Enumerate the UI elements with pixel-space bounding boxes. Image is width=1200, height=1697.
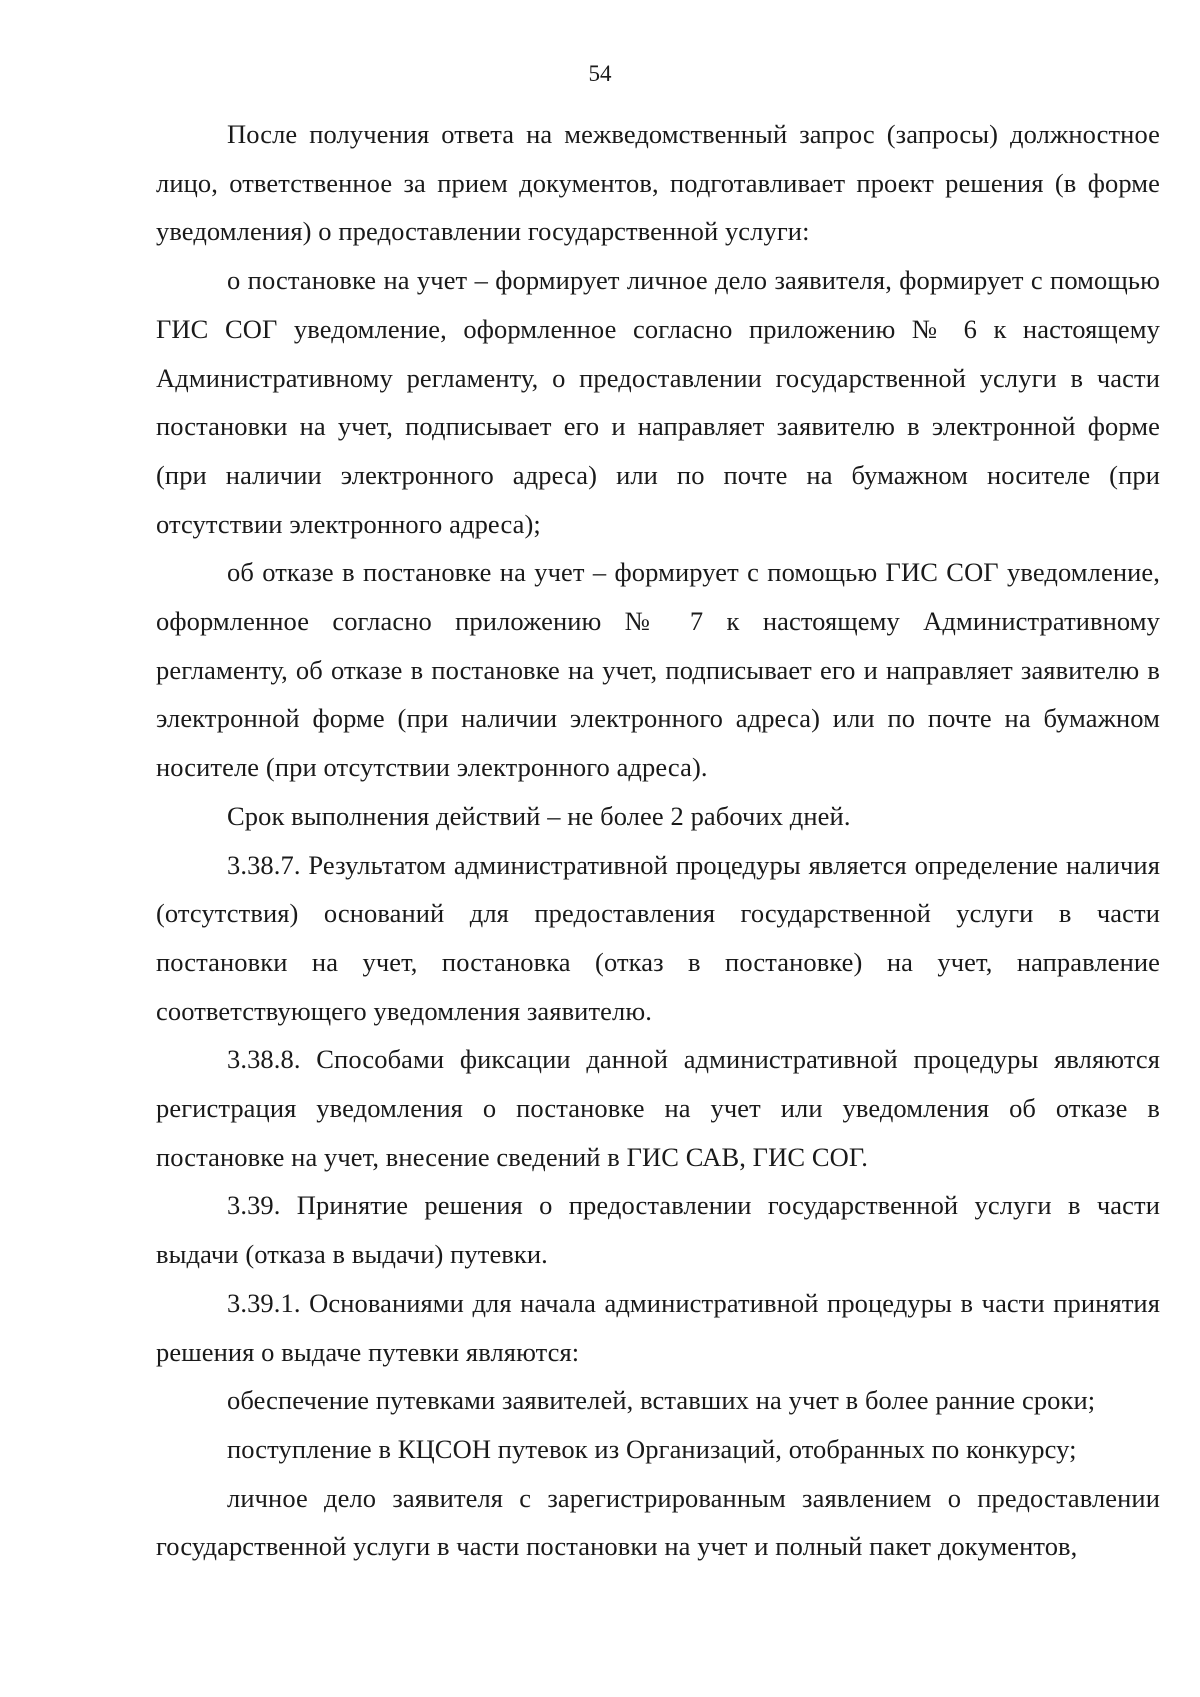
paragraph: личное дело заявителя с зарегистрированным заявлением о предоставлении государственной услуги в части постановки на учет и полный пакет документов, <box>156 1482 1160 1562</box>
paragraph: о постановке на учет – формирует личное дело заявителя, формирует с помощью ГИС СОГ уведомление, оформленное согласно приложению № 6 к настоящему Административному регламенту, о предоставлении государственной услуги в части постановки на учет, подписывает его и направляет заявителю в электронной форме (при наличии электронного адреса) или по почте на бумажном носителе (при отсутствии электронного адреса); <box>156 265 1160 539</box>
paragraph: 3.38.7. Результатом административной процедуры является определение наличия (отсутствия) оснований для предоставления государственной услуги в части постановки на учет, постановка (отказ в постановке) на учет, направление соответствующего уведомления заявителю. <box>156 849 1160 1026</box>
paragraph: поступление в КЦСОН путевок из Организаций, отобранных по конкурсу; <box>227 1433 1077 1464</box>
paragraph: После получения ответа на межведомственный запрос (запросы) должностное лицо, ответственное за прием документов, подготавливает проект решения (в форме уведомления) о предоставлении государственной услуги: <box>156 119 1160 247</box>
paragraph: Срок выполнения действий – не более 2 рабочих дней. <box>227 800 851 831</box>
page-number: 54 <box>588 61 612 86</box>
paragraph: обеспечение путевками заявителей, вставших на учет в более ранние сроки; <box>227 1385 1096 1416</box>
paragraph: 3.39.1. Основаниями для начала административной процедуры в части принятия решения о выдаче путевки являются: <box>156 1287 1160 1367</box>
document-body <box>156 110 1160 1571</box>
paragraph: 3.39. Принятие решения о предоставлении государственной услуги в части выдачи (отказа в выдачи) путевки. <box>156 1190 1160 1270</box>
paragraph: об отказе в постановке на учет – формирует с помощью ГИС СОГ уведомление, оформленное согласно приложению № 7 к настоящему Административному регламенту, об отказе в постановке на учет, подписывает его и направляет заявителю в электронной форме (при наличии электронного адреса) или по почте на бумажном носителе (при отсутствии электронного адреса). <box>156 557 1160 783</box>
paragraph: 3.38.8. Способами фиксации данной административной процедуры являются регистрация уведомления о постановке на учет или уведомления об отказе в постановке на учет, внесение сведений в ГИС САВ, ГИС СОГ. <box>156 1044 1160 1172</box>
